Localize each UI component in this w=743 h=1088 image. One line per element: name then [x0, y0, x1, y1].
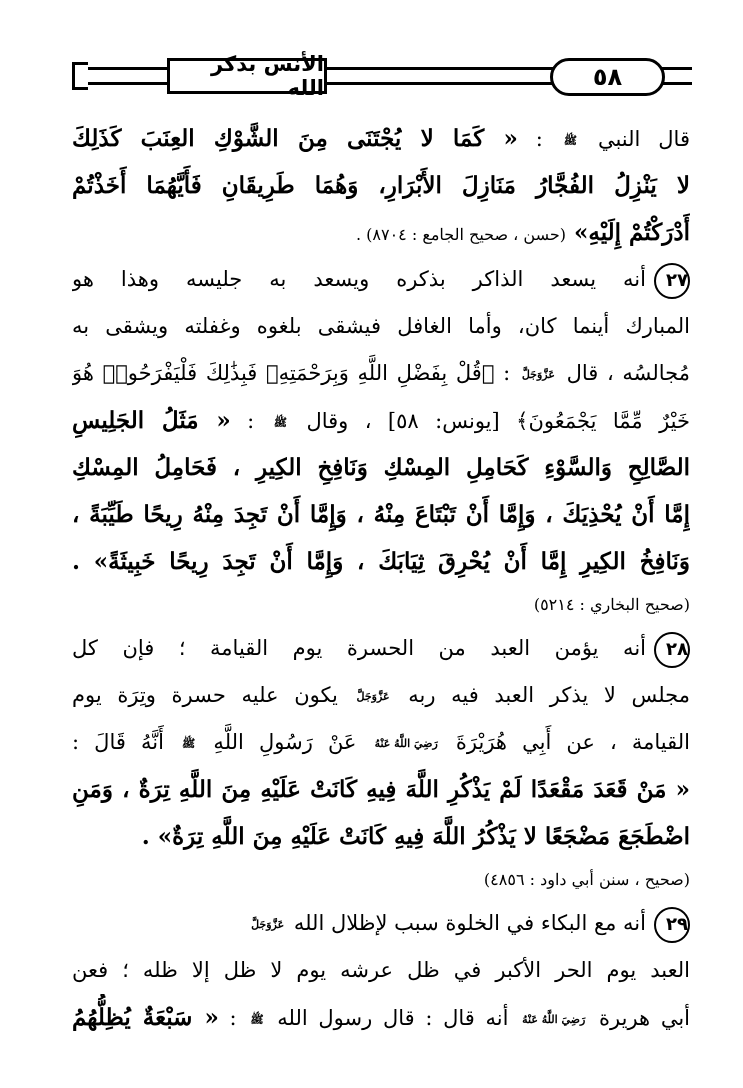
item-number-badge: ٢٧	[654, 263, 690, 299]
body-text: :	[494, 361, 519, 385]
honorific-glyph: ﷺ	[273, 416, 287, 429]
honorific-glyph: عَزَّوَجَلَّ	[356, 690, 390, 703]
body-text: العبد يوم الحر الأكبر في ظل عرشه يوم لا ظل إلا ظله ؛ فعن	[72, 958, 690, 982]
item-number-badge: ٢٩	[654, 907, 690, 943]
honorific-glyph: عَزَّوَجَلَّ	[251, 918, 285, 931]
hadith-text: لا يَنْزِلُ الفُجَّارُ مَنَازِلَ الأَبْرَارِ، وَهُمَا طَرِيقَانِ فَأَيَّهُمَا أَخَذْتُمْ	[72, 172, 690, 199]
text-line	[72, 947, 690, 994]
body-text: أَنَّهُ قَالَ :	[72, 730, 180, 754]
honorific-glyph: ﷺ	[182, 737, 196, 750]
body-text: ﴿قُلْ بِفَضْلِ اللَّهِ وَبِرَحْمَتِهِۦ فَبِذَٰلِكَ فَلْيَفْرَحُوا۟ هُوَ	[72, 361, 495, 385]
text-line	[72, 444, 690, 491]
hadith-text: « مَنْ قَعَدَ مَقْعَدًا لَمْ يَذْكُرِ اللَّهَ فِيهِ كَانَتْ عَلَيْهِ مِنَ اللَّهِ تِرَةٌ ، وَمَنِ	[72, 776, 690, 803]
header-left-cap	[72, 62, 88, 90]
text-line	[72, 672, 690, 719]
body-text: أنه مع البكاء في الخلوة سبب لإظلال الله	[287, 911, 646, 935]
honorific-glyph: رَضِيَ اللَّهُ عَنْهُ	[522, 1013, 586, 1026]
hadith-text: وَنَافِخُ الكِيرِ إِمَّا أَنْ يُحْرِقَ ثِيَابَكَ ، وَإِمَّا أَنْ تَجِدَ رِيحًا خَبِيثَةً» .	[72, 548, 690, 575]
body-text: :	[230, 409, 271, 433]
hadith-text: إِمَّا أَنْ يُحْذِيَكَ ، وَإِمَّا أَنْ تَبْتَاعَ مِنْهُ ، وَإِمَّا أَنْ تَجِدَ مِنْهُ رِيحًا طَيِّبَةً ،	[72, 501, 690, 528]
hadith-reference: (حسن ، صحيح الجامع : ٨٧٠٤) .	[355, 225, 566, 244]
text-line	[72, 115, 690, 162]
item-number-badge: ٢٨	[654, 632, 690, 668]
text-line	[72, 719, 690, 766]
hadith-text: « سَبْعَةٌ يُظِلُّهُمُ	[72, 1004, 219, 1031]
body-text: عَنْ رَسُولِ اللَّهِ	[198, 730, 372, 754]
body-text: (صحيح ، سنن أبي داود : ٤٨٥٦)	[483, 870, 690, 889]
text-line	[72, 994, 690, 1041]
hadith-text: أَدْرَكْتُمْ إِلَيْهِ»	[566, 219, 690, 246]
text-line	[72, 256, 690, 303]
body-text: (صحيح البخاري : ٥٢١٤)	[533, 595, 690, 614]
source-citation	[72, 860, 690, 900]
hadith-text: « كَمَا لا يُجْتَنَى مِنَ الشَّوْكِ العِنَبَ كَذَلِكَ	[72, 125, 518, 152]
honorific-glyph: عَزَّوَجَلَّ	[521, 368, 555, 381]
page-body	[72, 115, 690, 1041]
running-title: الأنس بذكر الله	[167, 58, 327, 94]
hadith-text: الصَّالِحِ وَالسَّوْءِ كَحَامِلِ المِسْكِ وَنَافِخِ الكِيرِ ، فَحَامِلُ المِسْكِ	[72, 454, 690, 481]
hadith-text: « مَثَلُ الجَلِيسِ	[72, 407, 231, 434]
body-text: [يونس: ٥٨] ، وقال	[290, 409, 500, 433]
text-line	[72, 397, 690, 444]
body-text: :	[218, 1006, 248, 1030]
body-text: قال النبي	[580, 127, 690, 151]
source-citation	[72, 585, 690, 625]
body-text: :	[517, 127, 561, 151]
page-number: ٥٨	[550, 58, 665, 96]
body-text: خَيْرٌ مِّمَّا يَجْمَعُونَ﴾	[499, 409, 690, 433]
text-line	[72, 350, 690, 397]
body-text: أنه يسعد الذاكر بذكره ويسعد به جليسه وهذا هو	[72, 267, 646, 291]
body-text: أنه يؤمن العبد من الحسرة يوم القيامة ؛ فإن كل	[72, 636, 646, 660]
honorific-glyph: رَضِيَ اللَّهُ عَنْهُ	[374, 737, 438, 750]
text-line	[72, 813, 690, 860]
body-text: مُجالسُه ، قال	[557, 361, 690, 385]
text-line	[72, 625, 690, 672]
honorific-glyph: ﷺ	[563, 134, 578, 147]
text-line	[72, 491, 690, 538]
honorific-glyph: ﷺ	[250, 1013, 264, 1026]
body-text: مجلس لا يذكر العبد فيه ربه	[392, 683, 690, 707]
text-line	[72, 900, 690, 947]
hadith-text: اضْطَجَعَ مَضْجَعًا لا يَذْكُرُ اللَّهَ فِيهِ كَانَتْ عَلَيْهِ مِنَ اللَّهِ تِرَةٌ» .	[141, 823, 690, 850]
text-line	[72, 209, 690, 256]
body-text: أنه قال : قال رسول الله	[266, 1006, 520, 1030]
body-text: أبي هريرة	[588, 1006, 690, 1030]
body-text: المبارك أينما كان، وأما الغافل فيشقى بلغوه وغفلته ويشقى به	[72, 314, 690, 338]
text-line	[72, 766, 690, 813]
body-text: القيامة ، عن أَبِي هُرَيْرَةَ	[440, 730, 690, 754]
text-line	[72, 538, 690, 585]
body-text: يكون عليه حسرة وتِرَة يوم	[72, 683, 354, 707]
text-line	[72, 303, 690, 350]
page-header	[72, 52, 692, 100]
text-line	[72, 162, 690, 209]
